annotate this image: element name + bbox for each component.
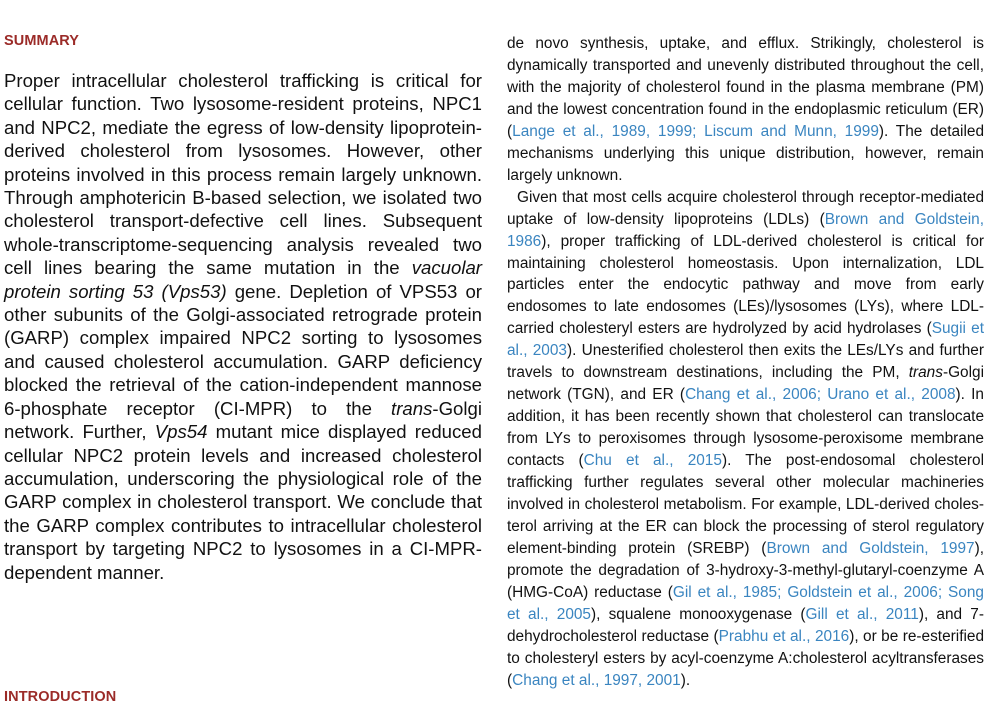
text-run: ). Unesterified cholesterol then exits the LEs/LYs and further travels to downstream destinations, including the PM, xyxy=(507,342,984,382)
citation-link[interactable]: Chu et al., 2015 xyxy=(583,452,722,470)
text-run: ), or be re-esterified to cholesteryl esters by acyl-coenzyme A:cholesterol acyltransferases ( xyxy=(507,627,985,689)
text-run: -Golgi network (TGN), and ER ( xyxy=(507,364,984,404)
italic-text: trans xyxy=(908,364,943,382)
summary-abstract xyxy=(4,69,482,584)
body-paragraph xyxy=(507,187,984,692)
citation-link[interactable]: Prabhu et al., 2016 xyxy=(718,627,850,645)
introduction-body xyxy=(507,33,984,692)
text-run: ). The post-endosomal cholesterol trafficking further regulates several other molecular machineries involved in cholesterol metabolism. For example, LDL-derived cholesterol arriving at the ER can block the processing of sterol regulatory element-binding protein (SREBP) ( xyxy=(507,452,984,557)
text-run: de novo synthesis, uptake, and efflux. Strikingly, cholesterol is dynamically transported and unevenly distributed throughout the cell, with the majority of cholesterol found in the plasma membrane (PM) and the lowest concentration found in the endoplasmic reticulum (ER) ( xyxy=(507,35,984,140)
text-run: ), squalene monooxygenase ( xyxy=(591,605,806,623)
italic-text: trans xyxy=(391,397,433,419)
introduction-heading: INTRODUCTION xyxy=(4,689,117,705)
citation-link[interactable]: Chang et al., 1997, 2001 xyxy=(512,671,681,689)
text-run: ). In addition, it has been recently shown that cholesterol can translocate from LYs to peroxisomes through lysosome-peroxisome membrane contacts ( xyxy=(507,386,984,470)
text-run: ). The detailed mechanisms underlying this unique distribution, however, remain largely unknown. xyxy=(507,122,985,184)
citation-link[interactable]: Sugii et al., 2003 xyxy=(507,320,984,360)
citation-link[interactable]: Chang et al., 2006; Urano et al., 2008 xyxy=(685,386,956,404)
text-run: -Golgi network. Further, xyxy=(4,397,482,443)
italic-text: vacuolar protein sorting 53 (Vps53) xyxy=(4,257,482,302)
citation-link[interactable]: Lange et al., 1989, 1999; Liscum and Munn, 1999 xyxy=(512,122,879,140)
text-run: ), and 7-dehydrocholesterol reductase ( xyxy=(507,605,984,645)
summary-heading: SUMMARY xyxy=(4,33,80,49)
citation-link[interactable]: Gill et al., 2011 xyxy=(805,605,919,623)
text-run: Given that most cells acquire cholesterol through receptor-mediated uptake of low-density lipoproteins (LDLs) ( xyxy=(507,188,984,228)
citation-link[interactable]: Brown and Goldstein, 1986 xyxy=(507,210,984,250)
italic-text: Vps54 xyxy=(154,421,208,443)
text-run: mutant mice displayed reduced cellular NPC2 protein levels and increased cholesterol accumulation, underscoring the physiological role of the GARP complex in cholesterol transport. We conclude that the GARP complex contributes to intracellular cholesterol transport by targeting NPC2 to lysosomes in a CI-MPR-dependent manner. xyxy=(4,421,482,583)
text-run: ), promote the degradation of 3-hydroxy-3-methyl-glutaryl-coenzyme A (HMG-CoA) reductase ( xyxy=(507,539,984,601)
text-run: gene. Depletion of VPS53 or other subunits of the Golgi-associated retrograde protein (GARP) complex impaired NPC2 sorting to lysosomes and caused cholesterol accumulation. GARP deficiency blocked the retrieval of the cation-independent mannose 6-phosphate receptor (CI-MPR) to the xyxy=(4,280,482,419)
body-paragraph xyxy=(507,33,984,187)
text-run: ). xyxy=(680,671,691,689)
citation-link[interactable]: Brown and Goldstein, 1997 xyxy=(766,539,975,557)
text-run: ), proper trafficking of LDL-derived cholesterol is critical for maintaining cholesterol homeostasis. Upon internalization, LDL particles enter the endocytic pathway and move from early endosomes to late endosomes (LEs)/lysosomes (LYs), where LDL-carried cholesteryl esters are hydrolyzed by acid hydrolases ( xyxy=(507,232,984,338)
text-run: Proper intracellular cholesterol trafficking is critical for cellular function. Two lysosome-resident proteins, NPC1 and NPC2, mediate the egress of low-density lipoprotein-derived cholesterol from lysosomes. However, other proteins involved in this process remain largely unknown. Through amphotericin B-based selection, we isolated two cholesterol transport-defective cell lines. Subsequent whole-transcriptome-sequencing analysis revealed two cell lines bearing the same mutation in the xyxy=(4,70,482,279)
citation-link[interactable]: Gil et al., 1985; Goldstein et al., 2006; Song et al., 2005 xyxy=(507,583,984,623)
